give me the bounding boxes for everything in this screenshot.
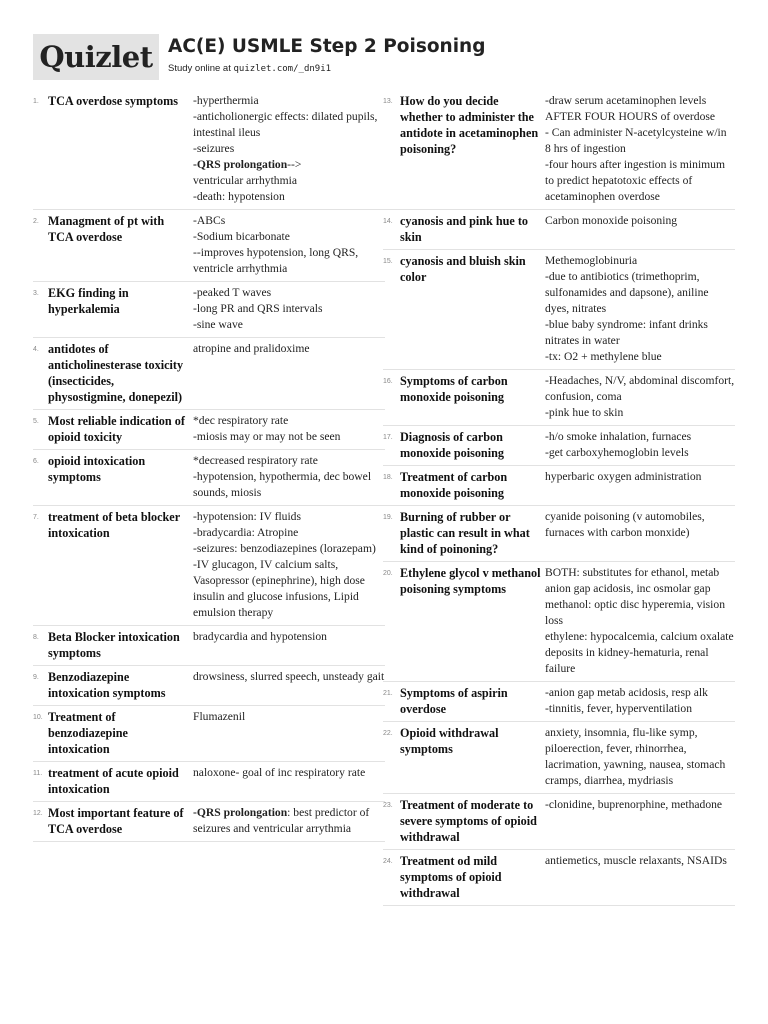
card-definition [190,508,385,621]
card-definition [542,852,735,901]
study-online-line [168,63,331,74]
flashcard-row [33,762,385,802]
card-definition [190,804,385,837]
logo-text: Quizlet [39,40,153,74]
flashcard-row [33,802,385,842]
definition-line: Carbon monoxide poisoning [545,214,678,227]
flashcard-row [383,466,735,506]
card-term: antidotes of anticholinesterase toxicity (insecticides, physostigmine, donepezil) [48,342,184,404]
card-number: 21. [383,690,393,697]
card-definition [190,412,385,445]
card-number: 23. [383,802,393,809]
card-number: 3. [33,290,39,297]
definition-line: Flumazenil [193,710,246,723]
definition-line: *decreased respiratory rate [193,454,318,467]
card-definition [542,428,735,461]
card-term: Most reliable indication of opioid toxicity [48,414,185,444]
card-number: 16. [383,378,393,385]
definition-line: -seizures [193,142,235,155]
definition-line: -h/o smoke inhalation, furnaces [545,430,692,443]
definition-line: -hypotension, hypothermia, dec bowel sounds, miosis [193,470,374,499]
page-title: AC(E) USMLE Step 2 Poisoning [168,36,486,57]
card-term: TCA overdose symptoms [48,94,178,108]
flashcard-row [383,506,735,562]
card-number: 10. [33,714,43,721]
definition-line [193,157,385,173]
card-number: 13. [383,98,393,105]
flashcard-row [383,722,735,794]
card-number: 20. [383,570,393,577]
definition-line: methanol: optic disc hyperemia, vision loss [545,598,728,627]
card-term: EKG finding in hyperkalemia [48,286,129,316]
definition-text: : best predictor of seizures and ventricular arrythmia [193,806,373,835]
card-number: 1. [33,98,39,105]
flashcard-row [383,426,735,466]
definition-line: anxiety, insomnia, flu-like symp, piloerection, fever, rhinorrhea, lacrimation, yawning, nausea, stomach cramps, diarrhea, mydriasis [545,726,729,787]
card-term: cyanosis and bluish skin color [400,254,526,284]
definition-line: BOTH: substitutes for ethanol, metab anion gap acidosis, inc osmolar gap [545,566,723,595]
flashcard-row [33,626,385,666]
definition-line: -hyperthermia [193,94,259,107]
definition-bold-text: -QRS prolongation [193,158,288,171]
definition-line: -long PR and QRS intervals [193,302,323,315]
card-definition [542,92,735,205]
definition-bold-text: -QRS prolongation [193,806,288,819]
definition-line: -hypotension: IV fluids [193,510,301,523]
card-term: Benzodiazepine intoxication symptoms [48,670,166,700]
flashcard-row [33,666,385,706]
definition-line: -death: hypotension [193,190,285,203]
definition-line: --improves hypotension, long QRS, ventricle arrhythmia [193,246,362,275]
card-number: 12. [33,810,43,817]
flashcard-row [33,450,385,506]
flashcard-row [33,338,385,410]
card-term: Opioid withdrawal symptoms [400,726,499,756]
card-term: Burning of rubber or plastic can result in what kind of poinoning? [400,510,530,556]
card-term: Beta Blocker intoxication symptoms [48,630,180,660]
card-term: cyanosis and pink hue to skin [400,214,529,244]
definition-line: -miosis may or may not be seen [193,430,341,443]
definition-line: Methemoglobinuria [545,254,638,267]
card-term: opioid intoxication symptoms [48,454,146,484]
flashcard-column-right [383,90,738,906]
card-number: 14. [383,218,393,225]
card-term: Symptoms of carbon monoxide poisoning [400,374,508,404]
definition-line: -anion gap metab acidosis, resp alk [545,686,708,699]
card-definition [190,628,385,661]
card-definition [542,252,735,365]
study-online-label: Study online at [168,63,234,74]
card-number: 19. [383,514,393,521]
definition-line: drowsiness, slurred speech, unsteady gait [193,670,385,683]
card-definition [542,724,735,789]
definition-line: -clonidine, buprenorphine, methadone [545,798,723,811]
card-definition [542,796,735,845]
card-number: 7. [33,514,39,521]
flashcard-row [33,282,385,338]
card-term: Treatment of carbon monoxide poisoning [400,470,508,500]
card-definition [190,284,385,333]
flashcard-row [383,370,738,426]
flashcard-row [33,410,385,450]
definition-line: - Can administer N-acetylcysteine w/in 8 hrs of ingestion [545,126,730,155]
flashcard-row [33,506,385,626]
card-definition [542,468,735,501]
flashcard-column-left [33,90,385,842]
card-number: 9. [33,674,39,681]
card-term: Most important feature of TCA overdose [48,806,184,836]
flashcard-row [383,682,735,722]
definition-line: -pink hue to skin [545,406,624,419]
flashcard-row [383,794,735,850]
definition-line: bradycardia and hypotension [193,630,327,643]
card-term: treatment of acute opioid intoxication [48,766,179,796]
definition-line: -anticholionergic effects: dilated pupils, intestinal ileus [193,110,381,139]
card-number: 24. [383,858,393,865]
definition-line: -get carboxyhemoglobin levels [545,446,689,459]
card-number: 15. [383,258,393,265]
definition-line: -peaked T waves [193,286,272,299]
card-number: 2. [33,218,39,225]
card-number: 6. [33,458,39,465]
definition-line: ethylene: hypocalcemia, calcium oxalate deposits in kidney-hematuria, renal failure [545,630,737,675]
flashcard-row [33,90,385,210]
definition-line: -tinnitis, fever, hyperventilation [545,702,692,715]
flashcard-row [33,706,385,762]
card-definition [542,564,735,677]
card-number: 4. [33,346,39,353]
card-definition [542,212,735,245]
definition-line: cyanide poisoning (v automobiles, furnaces with carbon monxide) [545,510,708,539]
definition-text: --> [287,158,302,171]
definition-line: -blue baby syndrome: infant drinks nitrates in water [545,318,711,347]
card-term: Treatment od mild symptoms of opioid withdrawal [400,854,502,900]
card-term: Treatment of benzodiazepine intoxication [48,710,128,756]
definition-line: -due to antibiotics (trimethoprim, sulfonamides and dapsone), aniline dyes, nitrates [545,270,712,315]
card-term: Symptoms of aspirin overdose [400,686,508,716]
card-definition [190,668,385,701]
definition-line: hyperbaric oxygen administration [545,470,702,483]
definition-line: -seizures: benzodiazepines (lorazepam) [193,542,376,555]
card-number: 18. [383,474,393,481]
card-number: 17. [383,434,393,441]
card-definition [542,684,735,717]
quizlet-logo [33,34,159,80]
card-definition [190,212,385,277]
card-number: 8. [33,634,39,641]
study-online-url: quizlet.com/_dn9i1 [233,64,332,74]
card-term: Managment of pt with TCA overdose [48,214,165,244]
flashcard-row [383,250,735,370]
definition-line: -Sodium bicarbonate [193,230,290,243]
card-definition [190,764,385,797]
definition-line: -IV glucagon, IV calcium salts, Vasopressor (epinephrine), high dose insulin and glucose infusions, Lipid emulsion therapy [193,558,368,619]
card-definition [190,340,385,405]
card-term: Treatment of moderate to severe symptoms of opioid withdrawal [400,798,537,844]
definition-line: naloxone- goal of inc respiratory rate [193,766,366,779]
flashcard-row [383,850,735,906]
definition-line: -bradycardia: Atropine [193,526,299,539]
flashcard-row [383,90,735,210]
definition-line: antiemetics, muscle relaxants, NSAIDs [545,854,727,867]
definition-line [193,805,385,837]
card-number: 5. [33,418,39,425]
definition-line: ventricular arrhythmia [193,174,297,187]
definition-line: -sine wave [193,318,243,331]
card-definition [190,92,385,205]
card-number: 11. [33,770,43,777]
flashcard-row [33,210,385,282]
definition-line: *dec respiratory rate [193,414,289,427]
definition-line: -ABCs [193,214,226,227]
card-definition [542,508,735,557]
definition-line: -tx: O2 + methylene blue [545,350,662,363]
card-term: How do you decide whether to administer the antidote in acetaminophen poisoning? [400,94,539,156]
card-term: treatment of beta blocker intoxication [48,510,180,540]
definition-line: -draw serum acetaminophen levels AFTER FOUR HOURS of overdose [545,94,716,123]
card-term: Diagnosis of carbon monoxide poisoning [400,430,504,460]
flashcard-row [383,562,735,682]
definition-line: atropine and pralidoxime [193,342,310,355]
card-term: Ethylene glycol v methanol poisoning symptoms [400,566,541,596]
definition-line: -four hours after ingestion is minimum to predict hepatotoxic effects of acetaminophen overdose [545,158,728,203]
definition-line: -Headaches, N/V, abdominal discomfort, confusion, coma [545,374,738,403]
card-number: 22. [383,730,393,737]
card-definition [190,708,385,757]
flashcard-row [383,210,735,250]
card-definition [542,372,738,421]
card-definition [190,452,385,501]
